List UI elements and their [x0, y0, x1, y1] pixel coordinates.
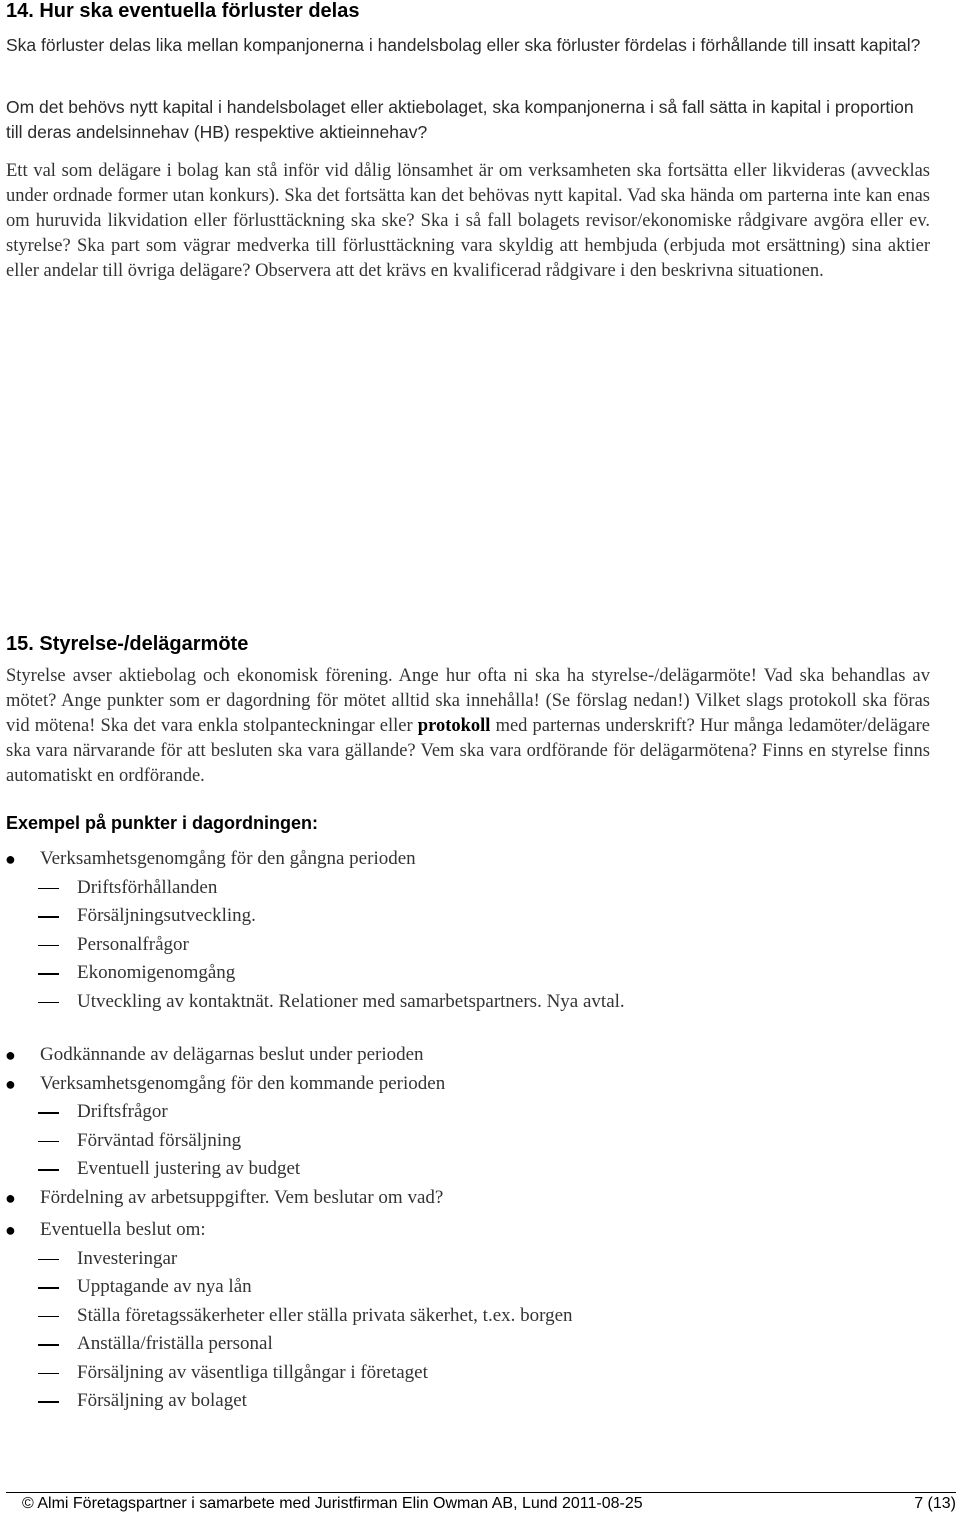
dash-icon — [38, 1259, 59, 1261]
bullet-icon: ● — [5, 1073, 16, 1094]
section-14-heading: 14. Hur ska eventuella förluster delas — [6, 0, 360, 22]
list-item: Ställa företagssäkerheter eller ställa privata säkerhet, t.ex. borgen — [0, 1302, 940, 1331]
dash-icon — [38, 1169, 59, 1171]
dash-icon — [38, 1401, 59, 1403]
list-item: Anställa/friställa personal — [0, 1330, 940, 1359]
list-item: Eventuell justering av budget — [0, 1155, 940, 1184]
dash-icon — [38, 1344, 59, 1346]
section-14-paragraph-2: Om det behövs nytt kapital i handelsbolaget eller aktiebolaget, ska kompanjonerna i så fall sätta in kapital i proportion till deras andelsinnehav (HB) respektive aktieinnehav? — [6, 97, 914, 142]
section-14-paragraph-3: Ett val som delägare i bolag kan stå inför vid dålig lönsamhet är om verksamheten ska fortsätta eller likvideras (avvecklas under ordnade former utan konkurs). Ska det fortsätta kan det behövas nytt kapital. Vad ska hända om parterna inte kan enas om huruvida likvidation eller förlusttäckning ska ske? Ska i så fall bolagets revisor/ekonomiske rådgivare avgöra eller ev. styrelse? Ska part som vägrar medverka till förlusttäckning vara skyldig att hembjuda (erbjuda mot ersättning) sina aktier eller andelar till övriga delägare? Observera att det krävs en kvalificerad rådgivare i den beskrivna situationen. — [6, 161, 930, 281]
section-14-paragraph-1: Ska förluster delas lika mellan kompanjonerna i handelsbolag eller ska förluster fördelas i förhållande till insatt kapital? — [6, 35, 921, 55]
footer-copyright: © Almi Företagspartner i samarbete med Juristfirman Elin Owman AB, Lund 2011-08-25 — [22, 1495, 643, 1512]
agenda-list-1 — [0, 845, 940, 1016]
section-15-text-start: Styrelse avser aktiebolag och ekonomisk förening. Ange hur ofta ni ska ha styrelse-/delägarmöte! Vad ska behandlas av mötet? Ange punkter som er dagordning för mötet alltid ska innehålla! (Se förslag nedan!) Vilket slags protokoll ska föras vid mötena! Ska det vara enkla stolpanteckningar eller — [6, 666, 930, 736]
page-number: 7 (13) — [914, 1495, 956, 1512]
bullet-icon: ● — [5, 1220, 16, 1240]
bullet-icon: ● — [5, 849, 16, 869]
dash-icon — [38, 945, 59, 947]
dash-icon — [38, 1141, 59, 1143]
dash-icon — [38, 1112, 59, 1114]
list-item: ● Godkännande av delägarnas beslut under perioden — [0, 1041, 940, 1070]
agenda-list-2 — [0, 1041, 940, 1212]
list-item: ● Eventuella beslut om: — [0, 1216, 940, 1245]
list-item: Driftsfrågor — [0, 1098, 940, 1127]
list-item: Upptagande av nya lån — [0, 1273, 940, 1302]
list-item: Förväntad försäljning — [0, 1127, 940, 1156]
list-item: Investeringar — [0, 1245, 940, 1274]
list-item: Försäljning av bolaget — [0, 1387, 940, 1416]
dash-icon — [38, 1373, 59, 1375]
agenda-list-3 — [0, 1216, 940, 1416]
list-item: ● Fördelning av arbetsuppgifter. Vem beslutar om vad? — [0, 1184, 940, 1213]
section-15-heading: 15. Styrelse-/delägarmöte — [6, 633, 249, 655]
list-item: Försäljningsutveckling. — [0, 902, 940, 931]
bullet-icon: ● — [5, 1187, 16, 1208]
dash-icon — [38, 888, 59, 890]
list-item: Driftsförhållanden — [0, 874, 940, 903]
list-item: Utveckling av kontaktnät. Relationer med samarbetspartners. Nya avtal. — [0, 988, 940, 1017]
dash-icon — [38, 1287, 59, 1289]
protokoll-emphasis: protokoll — [417, 716, 491, 736]
dash-icon — [38, 973, 59, 975]
footer-divider — [6, 1492, 956, 1493]
section-15-text-end: med parternas underskrift? Hur många ledamöter/delägare ska vara närvarande för att besluten ska vara gällande? Vem ska vara ordförande för delägarmötena? Finns en styrelse finns automatiskt en ordförande. — [6, 716, 931, 786]
section-15-paragraph — [6, 664, 930, 789]
list-item: ● Verksamhetsgenomgång för den gångna perioden — [0, 845, 940, 874]
list-item: Ekonomigenomgång — [0, 959, 940, 988]
agenda-heading: Exempel på punkter i dagordningen: — [6, 813, 319, 833]
list-item: Personalfrågor — [0, 931, 940, 960]
list-item: Försäljning av väsentliga tillgångar i företaget — [0, 1359, 940, 1388]
dash-icon — [38, 1316, 59, 1318]
list-item: ● Verksamhetsgenomgång för den kommande perioden — [0, 1070, 940, 1099]
dash-icon — [38, 1002, 59, 1004]
bullet-icon: ● — [5, 1045, 16, 1065]
dash-icon — [38, 916, 59, 918]
